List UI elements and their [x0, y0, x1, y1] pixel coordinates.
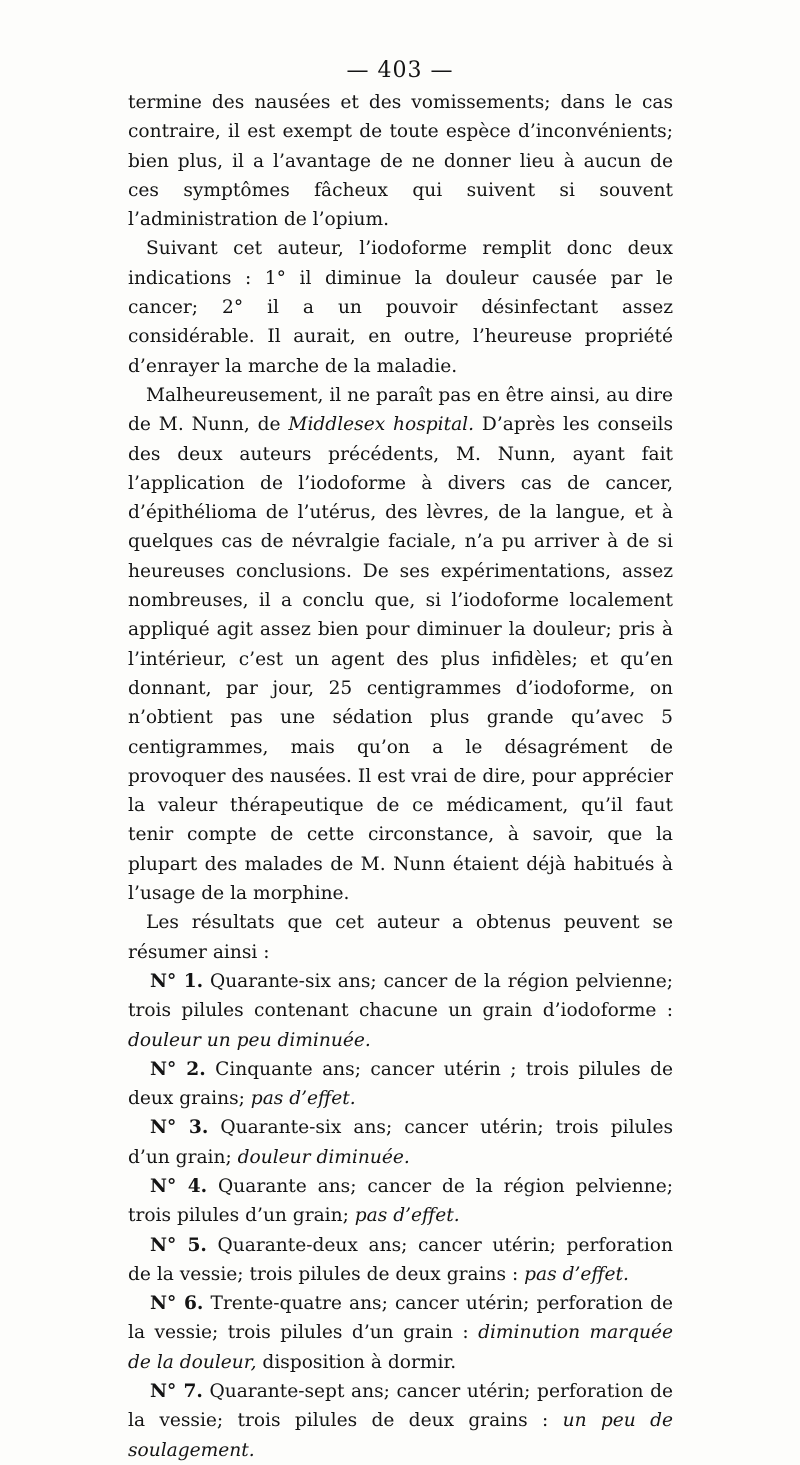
paragraph-nunn-text-b: D’après les conseils des deux auteurs précédents, M. Nunn, ayant fait l’application de l’iodoforme à divers cas de cancer, d’épithélioma de l’utérus, des lèvres, de la langue, et à quelques cas de névralgie faciale, n’a pu arriver à de si heureuses conclusions. De ses expérimentations, assez nombreuses, il a conclu que, si l’iodoforme localement appliqué agit assez bien pour diminuer la douleur; pris à l’intérieur, c’est un agent des plus infidèles; et qu’en donnant, par jour, 25 centigrammes d’iodoforme, on n’obtient pas une sédation plus grande qu’avec 5 centigrammes, mais qu’on a le désagrément de provoquer des nausées. Il est vrai de dire, pour apprécier la valeur thérapeutique de ce médicament, qu’il faut tenir compte de cette circonstance, à savoir, que la plupart des malades de M. Nunn étaient déjà habitués à l’usage de la morphine. — [128, 414, 673, 905]
case-result: douleur diminuée. — [237, 1146, 410, 1168]
case-entry — [128, 1055, 673, 1114]
paragraph-indications: Suivant cet auteur, l’iodoforme remplit donc deux indications : 1° il diminue la douleur causée par le cancer; 2° il a un pouvoir désinfectant assez considérable. Il aurait, en outre, l’heureuse propriété d’enrayer la marche de la maladie. — [128, 238, 673, 377]
body-text — [128, 88, 673, 1465]
hospital-name: Middlesex hospital. — [288, 414, 475, 436]
paragraph-continued: termine des nausées et des vomissements; dans le cas contraire, il est exempt de toute espèce d’inconvénients; bien plus, il a l’avantage de ne donner lieu à aucun de ces symptômes fâcheux qui suivent si souvent l’administration de l’opium. — [128, 92, 673, 231]
case-number: N° 7. — [150, 1381, 203, 1403]
case-entry — [128, 967, 673, 1055]
case-entry — [128, 1113, 673, 1172]
case-number: N° 1. — [150, 970, 204, 992]
case-text: Cinquante ans; cancer utérin ; trois pilules de deux grains; — [128, 1058, 673, 1110]
case-text: Quarante-six ans; cancer de la région pelvienne; trois pilules contenant chacune un grain d’iodoforme : — [128, 970, 673, 1022]
page-number: — 403 — — [346, 58, 454, 83]
case-entry — [128, 1231, 673, 1290]
case-text: Quarante ans; cancer de la région pelvienne; trois pilules d’un grain; — [128, 1175, 673, 1227]
case-number: N° 4. — [150, 1175, 208, 1197]
paragraph-nunn — [128, 381, 673, 908]
case-result: un peu de soulagement. — [128, 1410, 673, 1461]
case-number: N° 2. — [150, 1058, 206, 1080]
case-result: pas d’effet. — [354, 1205, 460, 1227]
case-text: Quarante-deux ans; cancer utérin; perforation de la vessie; trois pilules de deux grains : — [128, 1234, 673, 1285]
case-result: diminution marquée de la douleur, — [128, 1322, 673, 1373]
case-result: pas d’effet. — [524, 1263, 629, 1285]
case-entry — [128, 1289, 673, 1377]
case-entry — [128, 1377, 673, 1465]
case-result: douleur un peu diminuée. — [128, 1029, 371, 1051]
case-text: Quarante-sept ans; cancer utérin; perforation de la vessie; trois pilules de deux grains : — [128, 1381, 674, 1432]
paragraph-nunn-text-a: Malheureusement, il ne paraît pas en être ainsi, au dire de M. Nunn, de — [128, 384, 673, 436]
case-number: N° 5. — [150, 1234, 207, 1256]
case-tail: disposition à dormir. — [256, 1351, 457, 1373]
case-number: N° 6. — [150, 1293, 204, 1315]
case-result: pas d’effet. — [250, 1088, 356, 1110]
case-text: Quarante-six ans; cancer utérin; trois pilules d’un grain; — [128, 1117, 673, 1168]
paragraph-results-intro: Les résultats que cet auteur a obtenus peuvent se résumer ainsi : — [128, 912, 673, 963]
case-number: N° 3. — [150, 1117, 209, 1139]
case-text: Trente-quatre ans; cancer utérin; perforation de la vessie; trois pilules d’un grain : — [128, 1293, 673, 1344]
case-entry — [128, 1172, 673, 1231]
